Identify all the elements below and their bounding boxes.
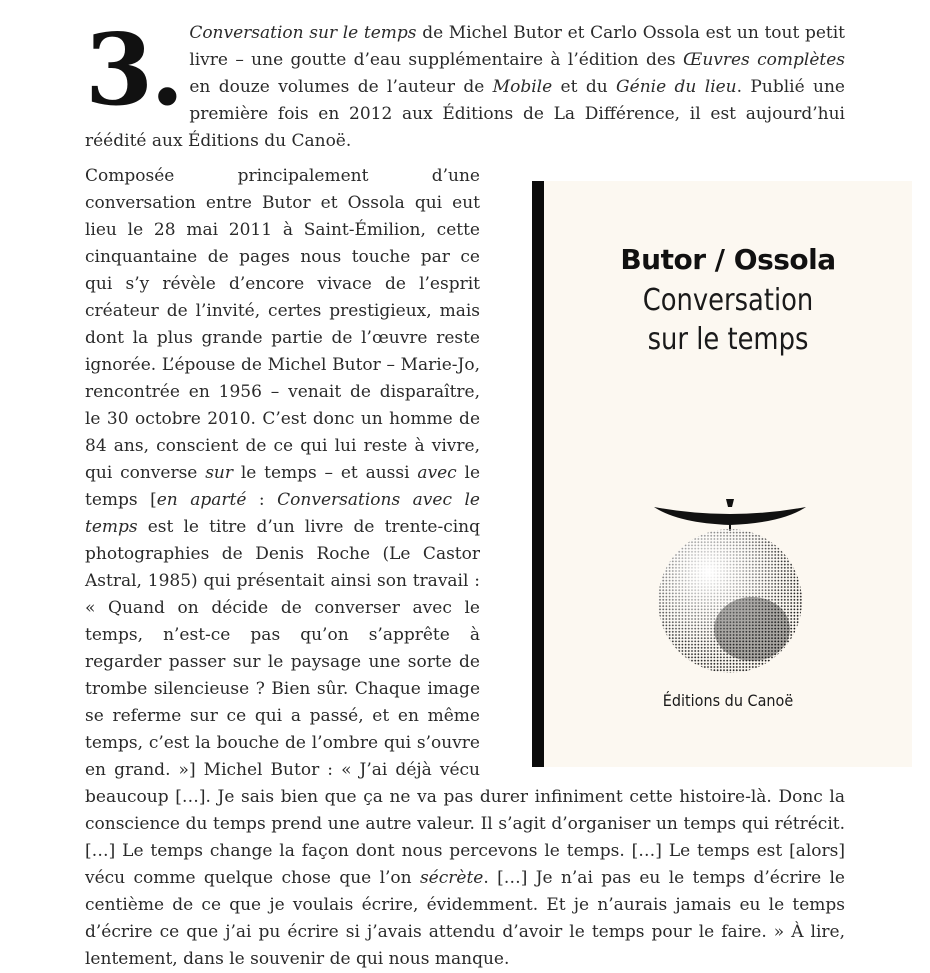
drop-cap-number: 3. [85, 13, 182, 128]
intro-text: et du [552, 77, 617, 97]
intro-emphasis: Génie du lieu [616, 77, 737, 97]
body-emphasis: sécrète [419, 868, 484, 888]
body-text: Composée principalement d’une conversation entre Butor et Ossola qui eut lieu le 28 mai 2011 à Saint-Émilion, cette cinquantaine de pages nous touche par ce qui s’y révèle d’encore vivace de l’esprit créateur de l’invité, certes prestigieux, mais dont la plus grande partie de l’œuvre reste ignorée. L’épouse de Michel Butor – Marie-Jo, rencontrée en 1956 – venait de disparaître, le 30 octobre 2010. C’est donc un homme de 84 ans, conscient de ce qui lui reste à vivre, qui converse [85, 166, 480, 483]
book-title: Conversation sur le temps [189, 23, 417, 43]
cover-title [570, 281, 886, 359]
cover-authors: Butor / Ossola [620, 243, 836, 276]
body-text: : [246, 490, 278, 510]
body-emphasis: sur [205, 463, 233, 483]
intro-emphasis: Œuvres complètes [682, 50, 846, 70]
stippled-orange-illustration-icon [652, 499, 808, 679]
body-text: le temps – et aussi [233, 463, 418, 483]
book-cover [532, 181, 912, 767]
intro-emphasis: Mobile [492, 77, 553, 97]
intro-text: en douze volumes de l’auteur de [189, 77, 493, 97]
cover-title-line: sur le temps [647, 322, 809, 357]
cover-publisher: Éditions du Canoë [662, 691, 794, 710]
body-text: . […] Je n’ai pas eu le temps d’écrire le centième de ce que je voulais écrire, évidemment. Et je n’aurais jamais eu le temps d’écrire ce que j’ai pu écrire si j’avais attendu d’avoir le temps pour le faire. » À lire, lentement, dans le souvenir de qui nous manque. [85, 868, 845, 969]
book-cover-figure [532, 181, 912, 767]
body-section [85, 163, 845, 973]
intro-text: de Michel Butor et Carlo Ossola est un tout petit livre – une goutte d’eau supplémentaire à l’édition des [189, 23, 846, 70]
body-emphasis: en aparté [156, 490, 247, 510]
body-text: le temps [ [85, 463, 480, 510]
intro-paragraph [85, 13, 846, 155]
intro-text: . Publié une première fois en 2012 aux Éditions de La Différence, il est aujourd’hui réédité aux Éditions du Canoë. [85, 77, 845, 151]
body-emphasis: Conversations avec le temps [85, 490, 480, 537]
body-emphasis: avec [417, 463, 457, 483]
body-text: est le titre d’un livre de trente-cinq photographies de Denis Roche (Le Castor Astral, 1985) qui présentait ainsi son travail : « Quand on décide de converser avec le temps, n’est-ce pas qu’on s’apprête à regarder passer sur le paysage une sorte de trombe silencieuse ? Bien sûr. Chaque image se referme sur ce qui a passé, et en même temps, c’est la bouche de l’ombre qui s’ouvre en grand. »] Michel Butor : « J’ai déjà vécu beaucoup […]. Je sais bien que ça ne va pas durer infiniment cette histoire-là. Donc la conscience du temps prend une autre valeur. Il s’agit d’organiser un temps qui rétrécit. […] Le temps change la façon dont nous percevons le temps. […] Le temps est [alors] vécu comme quelque chose que l’on [85, 517, 845, 888]
cover-title-line: Conversation [642, 283, 814, 318]
article [85, 13, 846, 973]
